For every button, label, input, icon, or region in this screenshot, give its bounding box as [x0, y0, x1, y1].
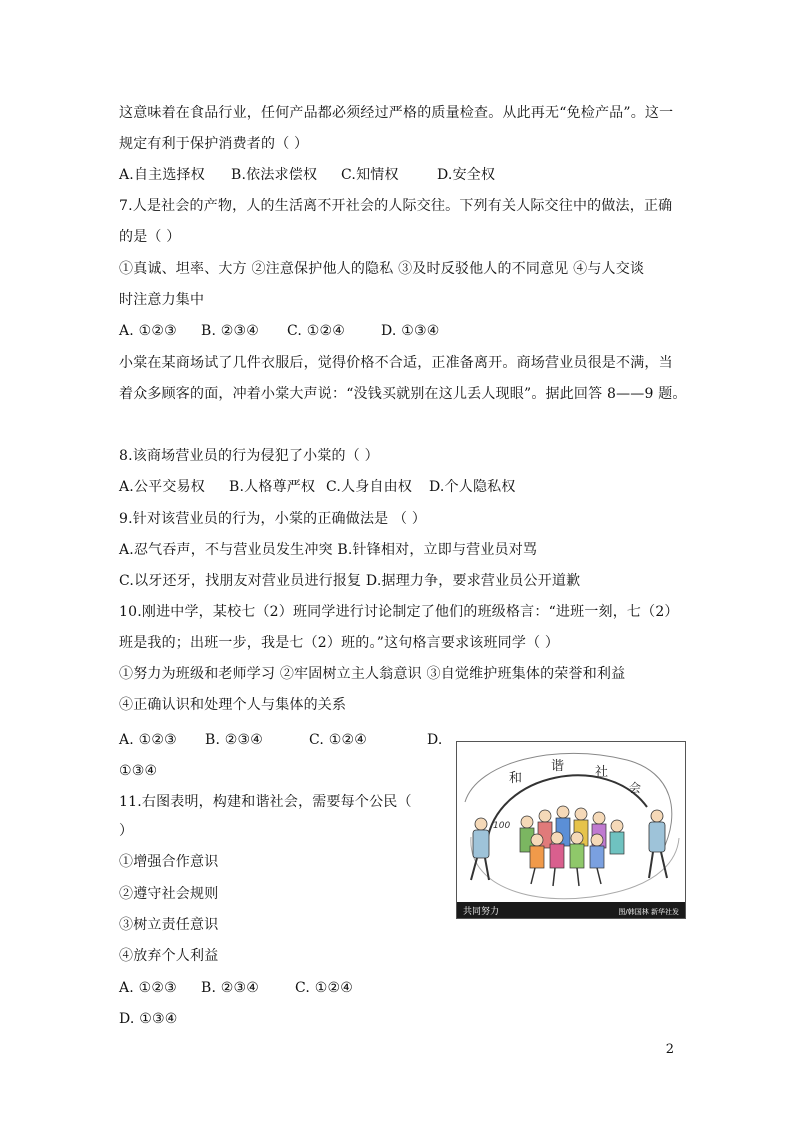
q8-options [119, 477, 516, 497]
q7-options [119, 321, 439, 341]
q7-option-b: B. ②③④ [201, 323, 260, 339]
q6-line2: 规定有利于保护消费者的（ ） [119, 136, 309, 152]
q6-line1: 这意味着在食品行业，任何产品都必须经过严格的质量检查。从此再无“免检产品”。这一 [119, 105, 674, 121]
q11-item-1: ①增强合作意识 [119, 854, 219, 870]
q7-line2: 的是（ ） [119, 229, 181, 245]
q6-option-d: D.安全权 [437, 167, 496, 183]
q10-line3: ①努力为班级和老师学习 ②牢固树立主人翁意识 ③自觉维护班集体的荣誉和利益 [119, 666, 626, 682]
cartoon-drawing [457, 742, 685, 918]
q10-line1: 10.刚进中学，某校七（2）班同学进行讨论制定了他们的班级格言：“进班一刻，七（2） [119, 604, 679, 620]
left-figure [471, 818, 489, 880]
q10-option-d-cont: ①③④ [119, 763, 158, 779]
q10-option-b: B. ②③④ [205, 732, 264, 748]
q9-line2: A.忍气吞声，不与营业员发生冲突 B.针锋相对，立即与营业员对骂 [119, 542, 538, 558]
q11-option-c: C. ①②④ [295, 980, 353, 996]
q10-option-a: A. ①②③ [119, 732, 177, 748]
q10-line2: 班是我的；出班一步，我是七（2）班的。”这句格言要求该班同学（ ） [119, 635, 560, 651]
q10-options [119, 730, 443, 750]
q11-line2: ） [119, 823, 134, 839]
q7-option-c: C. ①②④ [287, 323, 345, 339]
arc-char: 社 [595, 765, 609, 780]
q11-item-3: ③树立责任意识 [119, 917, 219, 933]
q6-options [119, 165, 495, 185]
q10-option-d: D. [427, 732, 443, 748]
q8-option-c: C.人身自由权 [326, 479, 413, 495]
q7-option-a: A. ①②③ [119, 323, 177, 339]
q8-option-b: B.人格尊严权 [229, 479, 316, 495]
q11-line1: 11.右图表明，构建和谐社会，需要每个公民（ [119, 794, 412, 810]
right-figure [649, 810, 667, 878]
material-line2: 着众多顾客的面，冲着小棠大声说：“没钱买就别在这儿丢人现眼”。据此回答 8——9 题。 [119, 386, 687, 402]
q6-option-b: B.依法求偿权 [231, 167, 318, 183]
q11-item-2: ②遵守社会规则 [119, 886, 219, 902]
arc-char: 会 [629, 781, 642, 795]
q10-line4: ④正确认识和处理个人与集体的关系 [119, 697, 347, 713]
crowd [520, 806, 624, 886]
q11-option-d: D. ①③④ [119, 1011, 178, 1027]
cartoon-caption: 共同努力 [463, 907, 500, 917]
arc-char: 和 [509, 771, 523, 786]
q11-options [119, 978, 353, 998]
q6-option-c: C.知情权 [341, 167, 399, 183]
q8-option-a: A.公平交易权 [119, 479, 205, 495]
q9-stem: 9.针对该营业员的行为，小棠的正确做法是 （ ） [119, 511, 427, 527]
cartoon-number: 100 [493, 821, 511, 831]
q7-line3: ①真诚、坦率、大方 ②注意保护他人的隐私 ③及时反驳他人的不同意见 ④与人交谈 [119, 261, 645, 277]
material-line1: 小棠在某商场试了几件衣服后，觉得价格不合适，正准备离开。商场营业员很是不满，当 [119, 355, 673, 371]
q11-option-a: A. ①②③ [119, 980, 177, 996]
arc-char: 谐 [551, 759, 565, 774]
q7-option-d: D. ①③④ [381, 323, 440, 339]
q11-option-b: B. ②③④ [201, 980, 260, 996]
q11-item-4: ④放弃个人利益 [119, 948, 219, 964]
q9-line3: C.以牙还牙，找朋友对营业员进行报复 D.据理力争，要求营业员公开道歉 [119, 573, 581, 589]
cartoon-image [456, 741, 686, 919]
q6-option-a: A.自主选择权 [119, 167, 205, 183]
cartoon-credit: 图/韩国林 新华社发 [618, 908, 679, 916]
q7-line1: 7.人是社会的产物，人的生活离不开社会的人际交往。下列有关人际交往中的做法，正确 [119, 198, 673, 214]
q8-option-d: D.个人隐私权 [429, 479, 516, 495]
q8-stem: 8.该商场营业员的行为侵犯了小棠的（ ） [119, 448, 379, 464]
q10-option-c: C. ①②④ [309, 732, 367, 748]
q7-line4: 时注意力集中 [119, 292, 205, 308]
page-number: 2 [665, 1042, 674, 1057]
